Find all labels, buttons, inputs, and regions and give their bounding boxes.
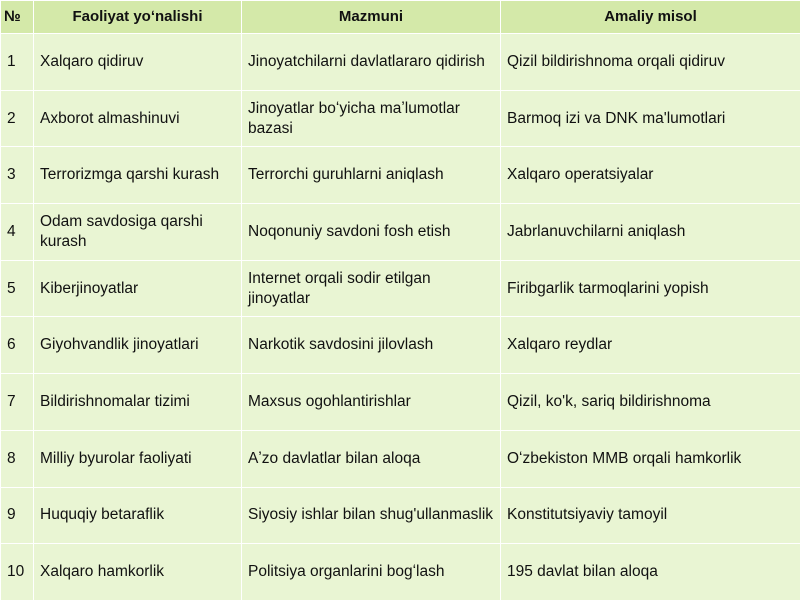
cell-number: 9 [1, 487, 34, 544]
cell-practical-example: Firibgarlik tarmoqlarini yopish [501, 260, 800, 317]
cell-activity-direction: Xalqaro hamkorlik [34, 544, 242, 600]
table-body [1, 34, 800, 600]
table-row [1, 374, 800, 431]
cell-activity-direction: Kiberjinoyatlar [34, 260, 242, 317]
cell-content: Aʼzo davlatlar bilan aloqa [242, 430, 501, 487]
cell-practical-example: Oʻzbekiston MMB orqali hamkorlik [501, 430, 800, 487]
cell-practical-example: Konstitutsiyaviy tamoyil [501, 487, 800, 544]
cell-activity-direction: Milliy byurolar faoliyati [34, 430, 242, 487]
table-row [1, 90, 800, 147]
cell-content: Jinoyatlar boʻyicha maʼlumotlar bazasi [242, 90, 501, 147]
cell-number: 5 [1, 260, 34, 317]
cell-practical-example: Xalqaro operatsiyalar [501, 147, 800, 204]
cell-practical-example: 195 davlat bilan aloqa [501, 544, 800, 600]
cell-number: 10 [1, 544, 34, 600]
cell-practical-example: Qizil bildirishnoma orqali qidiruv [501, 34, 800, 91]
cell-number: 3 [1, 147, 34, 204]
cell-number: 6 [1, 317, 34, 374]
table-row [1, 147, 800, 204]
cell-number: 8 [1, 430, 34, 487]
cell-content: Politsiya organlarini bogʻlash [242, 544, 501, 600]
cell-content: Noqonuniy savdoni fosh etish [242, 204, 501, 261]
cell-practical-example: Qizil, ko'k, sariq bildirishnoma [501, 374, 800, 431]
cell-content: Narkotik savdosini jilovlash [242, 317, 501, 374]
cell-activity-direction: Terrorizmga qarshi kurash [34, 147, 242, 204]
table-row [1, 430, 800, 487]
table-row [1, 317, 800, 374]
header-practical-example: Amaliy misol [501, 1, 800, 34]
cell-activity-direction: Odam savdosiga qarshi kurash [34, 204, 242, 261]
cell-content: Internet orqali sodir etilgan jinoyatlar [242, 260, 501, 317]
cell-activity-direction: Huquqiy betaraflik [34, 487, 242, 544]
cell-number: 1 [1, 34, 34, 91]
table-row [1, 487, 800, 544]
table-row [1, 260, 800, 317]
cell-content: Siyosiy ishlar bilan shug'ullanmaslik [242, 487, 501, 544]
cell-content: Maxsus ogohlantirishlar [242, 374, 501, 431]
cell-practical-example: Xalqaro reydlar [501, 317, 800, 374]
cell-practical-example: Jabrlanuvchilarni aniqlash [501, 204, 800, 261]
cell-number: 7 [1, 374, 34, 431]
header-row [1, 1, 800, 34]
cell-content: Jinoyatchilarni davlatlararo qidirish [242, 34, 501, 91]
table-row [1, 544, 800, 600]
table-header [1, 1, 800, 34]
cell-practical-example: Barmoq izi va DNK ma'lumotlari [501, 90, 800, 147]
table-row [1, 204, 800, 261]
cell-activity-direction: Axborot almashinuvi [34, 90, 242, 147]
cell-content: Terrorchi guruhlarni aniqlash [242, 147, 501, 204]
header-number: № [1, 1, 34, 34]
table-row [1, 34, 800, 91]
cell-activity-direction: Xalqaro qidiruv [34, 34, 242, 91]
header-content: Mazmuni [242, 1, 501, 34]
cell-number: 2 [1, 90, 34, 147]
cell-activity-direction: Bildirishnomalar tizimi [34, 374, 242, 431]
cell-number: 4 [1, 204, 34, 261]
header-activity-direction: Faoliyat yoʻnalishi [34, 1, 242, 34]
cell-activity-direction: Giyohvandlik jinoyatlari [34, 317, 242, 374]
